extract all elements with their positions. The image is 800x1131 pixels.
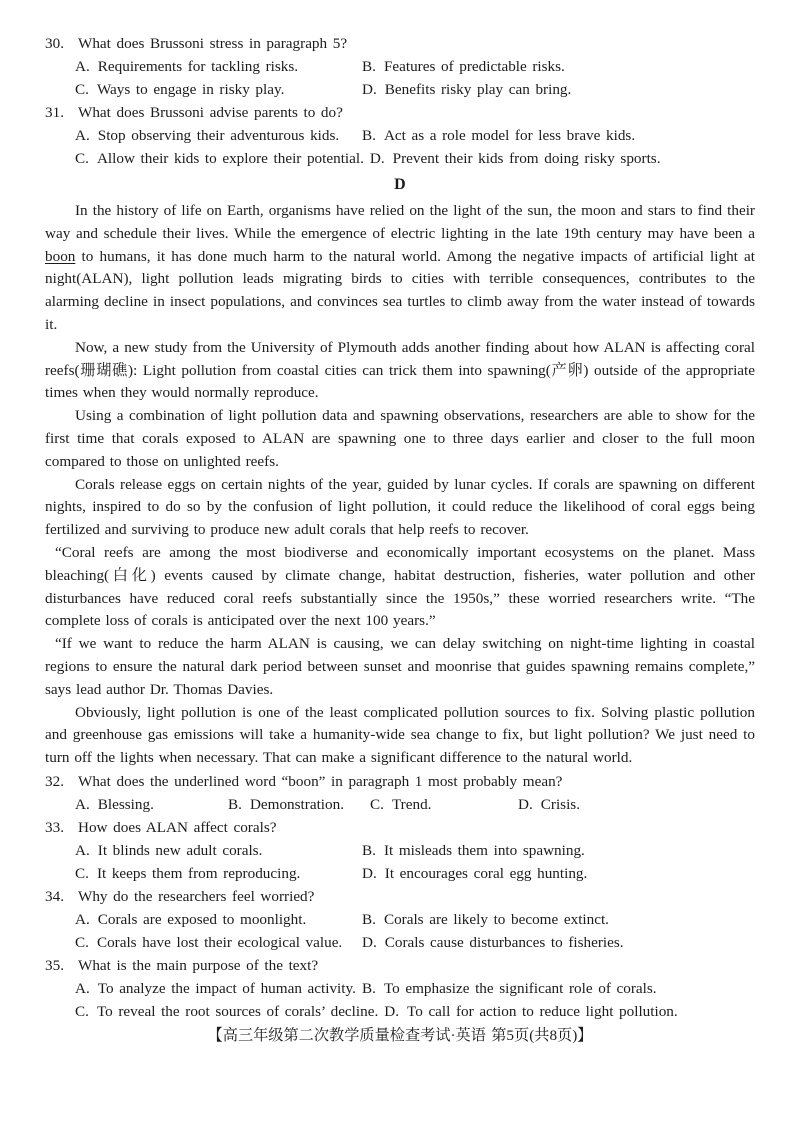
question-32 xyxy=(45,770,755,816)
option-text: Requirements for tackling risks. xyxy=(97,58,299,75)
passage-paragraph-3: Using a combination of light pollution data and spawning observations, researchers are able to show for the first time that corals exposed to ALAN are spawning one to three days earlier and closer to the full moon compared to those on unlighted reefs. xyxy=(45,407,755,470)
option-row xyxy=(75,124,755,147)
question-stem: Why do the researchers feel worried? xyxy=(78,887,315,905)
option-30-d xyxy=(362,78,571,101)
reading-passage-d xyxy=(45,200,755,770)
question-stem-line xyxy=(45,770,755,793)
question-options xyxy=(45,839,755,885)
option-30-a xyxy=(75,55,362,78)
option-label: D. xyxy=(362,81,377,98)
option-text: To call for action to reduce light pollution. xyxy=(407,1002,678,1020)
option-35-a xyxy=(75,977,362,1000)
questions-32-35 xyxy=(45,770,755,1023)
passage-paragraph-6: “If we want to reduce the harm ALAN is causing, we can delay switching on night-time lighting in coastal regions to ensure the natural dark period between sunset and moonrise that guides spawning remains complete,” says lead author Dr. Thomas Davies. xyxy=(45,635,755,698)
option-35-c xyxy=(75,1000,384,1023)
option-text: Ways to engage in risky play. xyxy=(96,81,285,98)
question-options xyxy=(45,55,755,101)
option-label: C. xyxy=(75,1002,89,1020)
question-stem: What does Brussoni advise parents to do? xyxy=(78,104,343,121)
question-options xyxy=(45,124,755,170)
question-stem: What does the underlined word “boon” in paragraph 1 most probably mean? xyxy=(78,772,563,790)
option-text: It keeps them from reproducing. xyxy=(96,864,301,882)
option-label: B. xyxy=(362,841,376,859)
option-row xyxy=(75,78,755,101)
option-text: Demonstration. xyxy=(249,795,344,813)
underlined-word-boon: boon xyxy=(45,247,76,265)
option-label: C. xyxy=(75,933,89,951)
option-label: A. xyxy=(75,910,90,928)
option-row xyxy=(75,55,755,78)
option-32-d xyxy=(518,793,580,816)
question-number: 30. xyxy=(45,35,64,52)
question-34 xyxy=(45,885,755,954)
option-label: A. xyxy=(75,127,90,144)
question-30 xyxy=(45,32,755,101)
question-options xyxy=(45,793,755,816)
option-row xyxy=(75,1000,755,1023)
option-text: To analyze the impact of human activity. xyxy=(97,979,356,997)
option-row xyxy=(75,977,755,1000)
option-label: B. xyxy=(362,127,376,144)
option-text: Features of predictable risks. xyxy=(383,58,565,75)
option-text: Prevent their kids from doing risky sports. xyxy=(392,150,661,167)
option-31-d xyxy=(370,147,661,170)
questions-30-31 xyxy=(45,32,755,170)
option-label: D. xyxy=(362,864,377,882)
option-text: It encourages coral egg hunting. xyxy=(384,864,588,882)
passage-section-heading: D xyxy=(394,176,406,193)
option-34-a xyxy=(75,908,362,931)
option-label: B. xyxy=(362,910,376,928)
question-number: 31. xyxy=(45,104,64,121)
option-label: D. xyxy=(384,1002,400,1020)
option-text: It misleads them into spawning. xyxy=(383,841,585,859)
exam-paper-page xyxy=(45,32,755,1047)
option-30-c xyxy=(75,78,362,101)
option-row xyxy=(75,793,755,816)
option-label: C. xyxy=(75,81,89,98)
option-label: D. xyxy=(369,150,385,167)
question-options xyxy=(45,908,755,954)
question-stem-line xyxy=(45,32,755,55)
question-options xyxy=(45,977,755,1023)
option-text: Corals are likely to become extinct. xyxy=(383,910,609,928)
option-label: C. xyxy=(75,150,89,167)
option-34-c xyxy=(75,931,362,954)
option-text: To reveal the root sources of corals’ decline. xyxy=(96,1002,379,1020)
option-31-c xyxy=(75,147,370,170)
question-stem: How does ALAN affect corals? xyxy=(78,818,277,836)
option-32-a xyxy=(75,793,228,816)
option-30-b xyxy=(362,55,565,78)
question-number: 35. xyxy=(45,956,64,974)
question-stem-line xyxy=(45,816,755,839)
option-text: Allow their kids to explore their potential. xyxy=(96,150,364,167)
option-row xyxy=(75,931,755,954)
option-35-b xyxy=(362,977,657,1000)
option-35-d xyxy=(384,1000,677,1023)
option-text: Benefits risky play can bring. xyxy=(384,81,572,98)
option-label: B. xyxy=(362,979,376,997)
passage-paragraph-5: “Coral reefs are among the most biodiverse and economically important ecosystems on the planet. Mass bleaching(白化) events caused by climate change, habitat destruction, fisheries, water pollution and other disturbances have reduced coral reefs substantially since the 1950s,” these worried researchers write. “The complete loss of corals is anticipated over the next 100 years.” xyxy=(45,543,755,630)
option-text: Corals have lost their ecological value. xyxy=(96,933,343,951)
option-row xyxy=(75,908,755,931)
question-number: 33. xyxy=(45,818,64,836)
question-stem: What does Brussoni stress in paragraph 5? xyxy=(78,35,348,52)
option-text: It blinds new adult corals. xyxy=(97,841,263,859)
option-32-c xyxy=(370,793,518,816)
option-34-b xyxy=(362,908,609,931)
option-text: Act as a role model for less brave kids. xyxy=(383,127,636,144)
page-footer: 【高三年级第二次教学质量检查考试·英语 第5页(共8页)】 xyxy=(207,1026,593,1044)
option-33-c xyxy=(75,862,362,885)
paragraph-text: In the history of life on Earth, organisms have relied on the light of the sun, the moon and stars to find their way and schedule their lives. While the emergence of electric lighting in the late 19th century may have been a xyxy=(45,202,755,242)
option-row xyxy=(75,147,755,170)
option-row xyxy=(75,839,755,862)
paragraph-text: to humans, it has done much harm to the natural world. Among the negative impacts of artificial light at night(ALAN), light pollution leads migrating birds to cities with terrible consequences, contributes to the alarming decline in insect populations, and convinces sea turtles to climb away from the water instead of towards it. xyxy=(45,247,755,333)
question-number: 34. xyxy=(45,887,64,905)
question-33 xyxy=(45,816,755,885)
option-label: A. xyxy=(75,841,90,859)
option-32-b xyxy=(228,793,370,816)
question-35 xyxy=(45,954,755,1023)
option-label: D. xyxy=(362,933,377,951)
option-label: C. xyxy=(75,864,89,882)
option-33-d xyxy=(362,862,587,885)
option-label: A. xyxy=(75,58,90,75)
option-31-a xyxy=(75,124,362,147)
question-stem-line xyxy=(45,885,755,908)
option-text: Blessing. xyxy=(97,795,154,813)
option-text: Corals are exposed to moonlight. xyxy=(97,910,307,928)
option-label: C. xyxy=(370,795,384,813)
option-label: A. xyxy=(75,979,90,997)
option-label: A. xyxy=(75,795,90,813)
option-text: Stop observing their adventurous kids. xyxy=(97,127,340,144)
option-label: B. xyxy=(362,58,376,75)
option-label: B. xyxy=(228,795,242,813)
question-stem: What is the main purpose of the text? xyxy=(78,956,319,974)
question-number: 32. xyxy=(45,772,64,790)
passage-paragraph-4: Corals release eggs on certain nights of the year, guided by lunar cycles. If corals are spawning on different nights, inspired to do so by the confusion of light pollution, it could reduce the likelihood of coral eggs being fertilized and surviving to produce new adult corals that help reefs to recover. xyxy=(45,475,755,539)
option-text: Crisis. xyxy=(540,795,581,813)
option-label: D. xyxy=(518,795,533,813)
question-stem-line xyxy=(45,101,755,124)
passage-paragraph-1 xyxy=(45,200,755,337)
option-text: Trend. xyxy=(391,795,432,813)
option-text: To emphasize the significant role of corals. xyxy=(383,979,657,997)
option-33-b xyxy=(362,839,585,862)
option-text: Corals cause disturbances to fisheries. xyxy=(384,933,624,951)
question-stem-line xyxy=(45,954,755,977)
option-31-b xyxy=(362,124,635,147)
option-34-d xyxy=(362,931,624,954)
option-row xyxy=(75,862,755,885)
question-31 xyxy=(45,101,755,170)
option-33-a xyxy=(75,839,362,862)
passage-paragraph-2: Now, a new study from the University of Plymouth adds another finding about how ALAN is affecting coral reefs(珊瑚礁): Light pollution from coastal cities can trick them into spawning(产卵) outside of the appropriate times when they would normally reproduce. xyxy=(45,338,756,402)
passage-paragraph-7: Obviously, light pollution is one of the least complicated pollution sources to fix. Solving plastic pollution and greenhouse gas emissions will take a humanity-wide sea change to fix, but light pollution? We just need to turn off the lights when necessary. That can make a significant difference to the natural world. xyxy=(45,703,755,767)
